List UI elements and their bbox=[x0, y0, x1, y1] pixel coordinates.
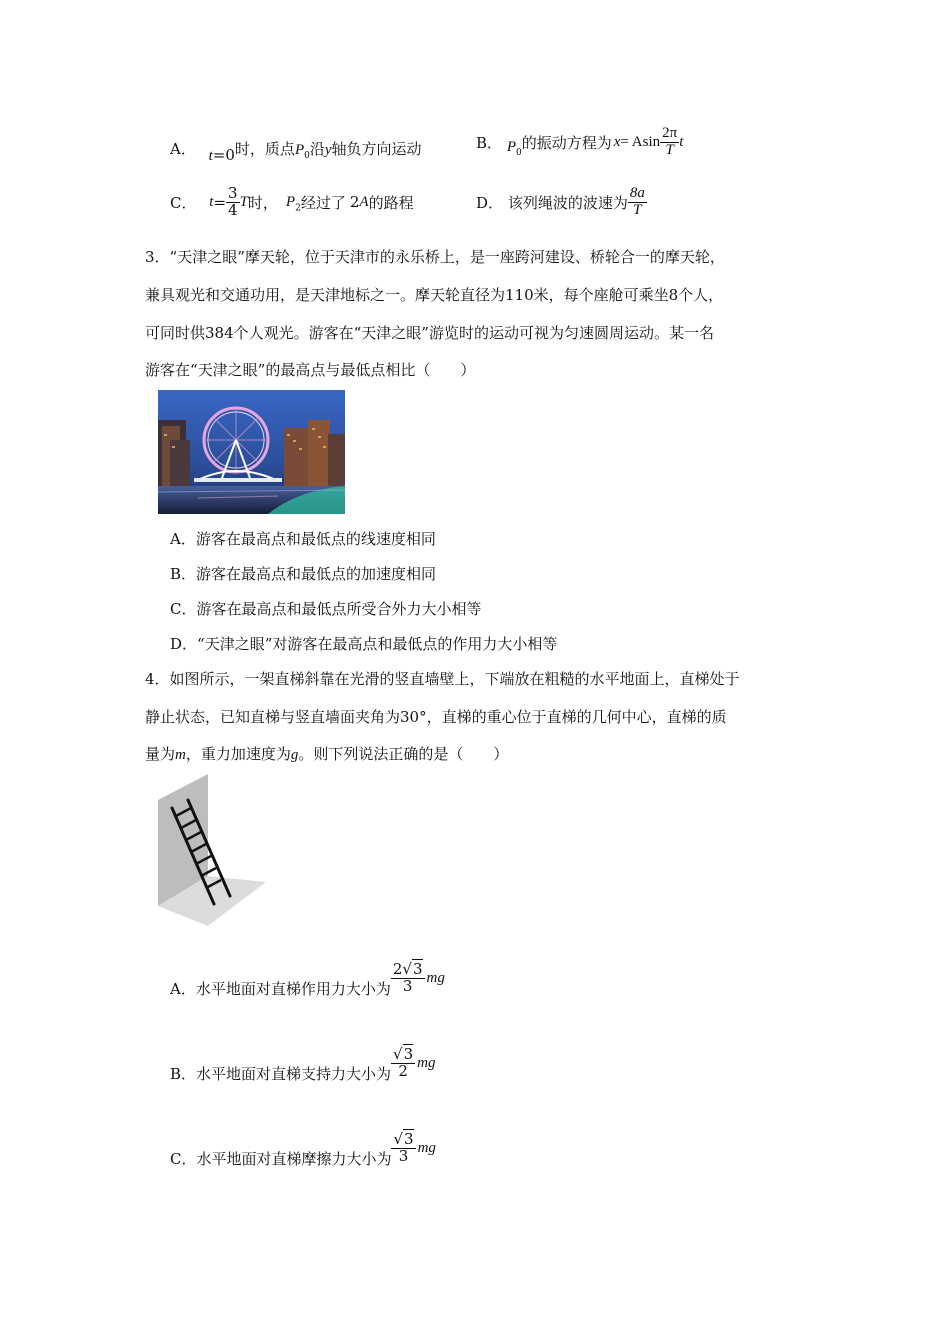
q4-stem-line-3: 量为m，重力加速度为g。则下列说法正确的是（ ） bbox=[145, 745, 509, 763]
q2-option-c: C． t= $\frac{3}{4}$ T时， $P_2$经过了 2A的路程 bbox=[170, 184, 414, 219]
q4-option-c: C．水平地面对直梯摩擦力大小为 $\frac{√3}{3}$ mg bbox=[170, 1130, 436, 1168]
q3-option-b: B．游客在最高点和最低点的加速度相同 bbox=[170, 565, 437, 583]
fraction-3-over-4: $\frac{3}{4}$ bbox=[228, 184, 238, 219]
fraction-8a-over-t: $\frac{8a}{T}$ bbox=[629, 185, 645, 218]
q3-option-c: C．游客在最高点和最低点所受合外力大小相等 bbox=[170, 600, 482, 618]
tianjin-eye-illustration bbox=[158, 390, 345, 514]
q4-stem-line-1: 4．如图所示，一架直梯斜靠在光滑的竖直墙壁上，下端放在粗糙的水平地面上，直梯处于 bbox=[145, 670, 740, 688]
q4-option-b: B．水平地面对直梯支持力大小为 $\frac{√3}{2}$ mg bbox=[170, 1045, 436, 1083]
q3-stem-line-1: 3．“天津之眼”摩天轮，位于天津市的永乐桥上，是一座跨河建设、桥轮合一的摩天轮， bbox=[145, 248, 725, 266]
q2-option-a: A． t=0时，质点$P_0$沿y轴负方向运动 bbox=[170, 140, 422, 164]
ferris-wheel-photo bbox=[158, 390, 345, 514]
ladder-figure bbox=[156, 772, 268, 928]
q2-option-d: D． 该列绳波的波速为 $\frac{8a}{T}$ bbox=[476, 185, 645, 218]
q3-stem-line-3: 可同时供384个人观光。游客在“天津之眼”游览时的运动可视为匀速圆周运动。某一名 bbox=[145, 324, 714, 342]
fraction-2sqrt3-over-3: $\frac{2√3}{3}$ bbox=[392, 960, 423, 995]
q4-option-a: A．水平地面对直梯作用力大小为 $\frac{2√3}{3}$ mg bbox=[170, 960, 445, 998]
q3-option-d: D．“天津之眼”对游客在最高点和最低点的作用力大小相等 bbox=[170, 635, 558, 653]
q3-stem-line-4: 游客在“天津之眼”的最高点与最低点相比（ ） bbox=[145, 361, 476, 379]
q2-option-b: B． $P_0$的振动方程为 x= Asin $\frac{2\pi}{T}$ t bbox=[476, 125, 684, 159]
q3-stem-line-2: 兼具观光和交通功用，是天津地标之一。摩天轮直径为110米，每个座舱可乘坐8个人， bbox=[145, 286, 724, 304]
fraction-sqrt3-over-3: $\frac{√3}{3}$ bbox=[393, 1130, 414, 1165]
q3-option-a: A．游客在最高点和最低点的线速度相同 bbox=[170, 530, 436, 548]
fraction-2pi-over-t: $\frac{2\pi}{T}$ bbox=[662, 125, 678, 158]
q4-stem-line-2: 静止状态，已知直梯与竖直墙面夹角为30°，直梯的重心位于直梯的几何中心，直梯的质 bbox=[145, 708, 727, 726]
ladder-wall-diagram bbox=[156, 772, 268, 928]
fraction-sqrt3-over-2: $\frac{√3}{2}$ bbox=[393, 1045, 414, 1080]
